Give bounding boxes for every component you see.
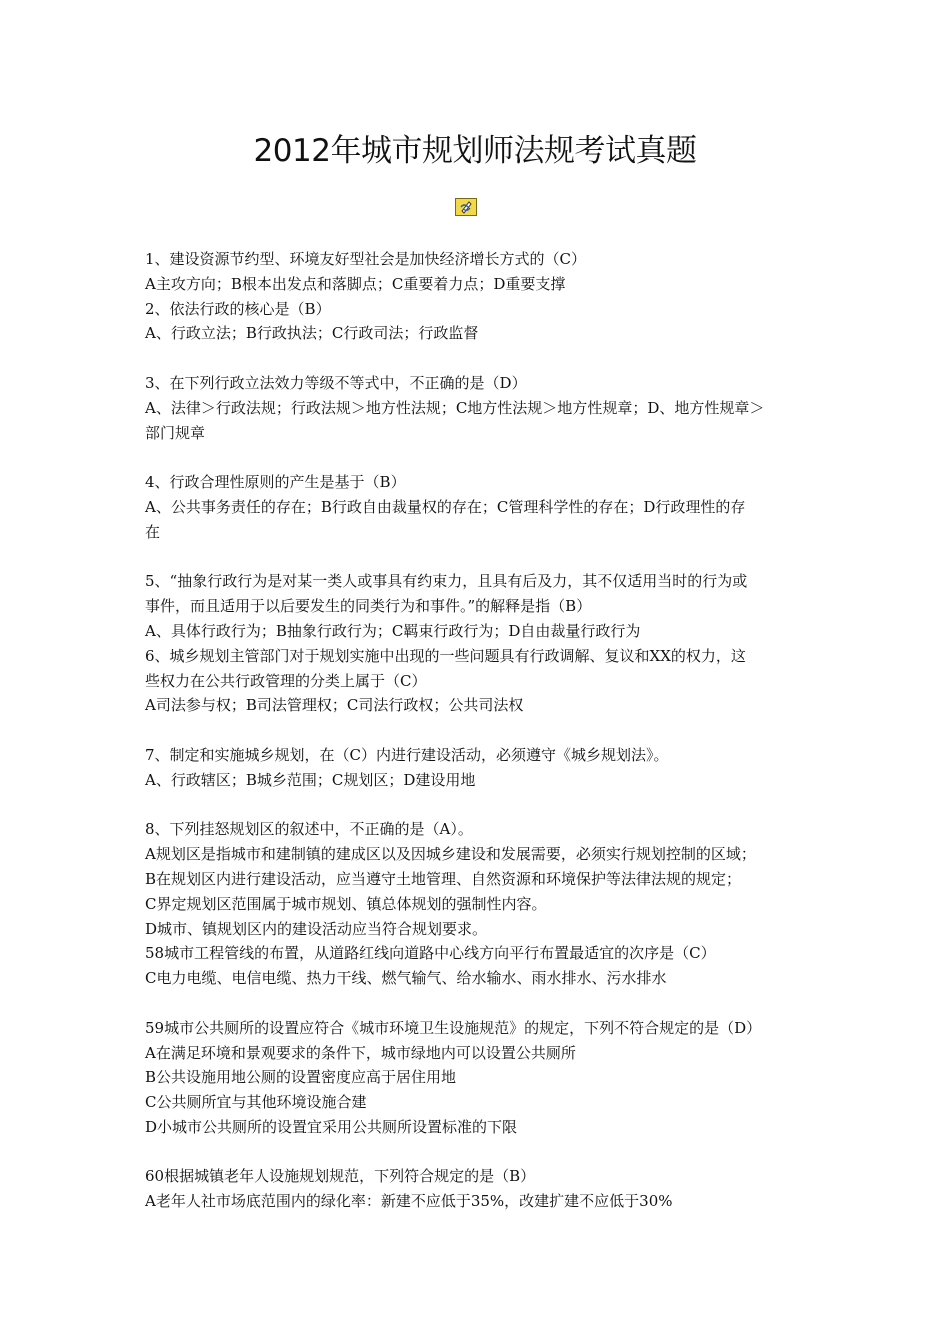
text-line: A规划区是指城市和建制镇的建成区以及因城乡建设和发展需要，必须实行规划控制的区域； — [145, 845, 756, 864]
text-line: C公共厕所宜与其他环境设施合建 — [145, 1093, 367, 1112]
text-line: D小城市公共厕所的设置宜采用公共厕所设置标准的下限 — [145, 1117, 518, 1136]
text-line: D城市、镇规划区内的建设活动应当符合规划要求。 — [145, 919, 488, 938]
text-line: A、公共事务责任的存在；B行政自由裁量权的存在；C管理科学性的存在；D行政理性的存 — [145, 497, 746, 516]
text-line: 1、建设资源节约型、环境友好型社会是加快经济增长方式的（C） — [145, 250, 587, 268]
text-line: 4、行政合理性原则的产生是基于（B） — [145, 473, 406, 492]
embedded-object-icon[interactable] — [455, 198, 477, 216]
text-line: A主攻方向；B根本出发点和落脚点；C重要着力点；D重要支撑 — [145, 274, 566, 293]
text-line: A司法参与权；B司法管理权；C司法行政权；公共司法权 — [145, 696, 524, 715]
text-line: 60根据城镇老年人设施规划规范，下列符合规定的是（B） — [145, 1167, 536, 1186]
text-line: C电力电缆、电信电缆、热力干线、燃气输气、给水输水、雨水排水、污水排水 — [145, 969, 667, 988]
text-line: 7、制定和实施城乡规划，在（C）内进行建设活动，必须遵守《城乡规划法》。 — [145, 745, 669, 764]
blank-line — [145, 1140, 817, 1165]
text-line: A在满足环境和景观要求的条件下，城市绿地内可以设置公共厕所 — [145, 1043, 576, 1062]
text-line: 2、依法行政的核心是（B） — [145, 299, 331, 318]
text-line: 5、“抽象行政行为是对某一类人或事具有约束力，且具有后及力，其不仅适用当时的行为或 — [145, 572, 748, 591]
blank-line — [145, 346, 817, 371]
blank-line — [145, 718, 817, 743]
text-line: 6、城乡规划主管部门对于规划实施中出现的一些问题具有行政调解、复议和XX的权力，这 — [145, 646, 746, 665]
text-line: 59城市公共厕所的设置应符合《城市环境卫生设施规范》的规定，下列不符合规定的是（D） — [145, 1018, 762, 1037]
text-line: A、法律＞行政法规；行政法规＞地方性法规；C地方性法规＞地方性规章；D、地方性规章＞ — [145, 398, 765, 417]
text-line: 3、在下列行政立法效力等级不等式中，不正确的是（D） — [145, 373, 527, 392]
text-line: 事件，而且适用于以后要发生的同类行为和事件。”的解释是指（B） — [145, 597, 592, 616]
text-line: A、行政辖区；B城乡范围；C规划区；D建设用地 — [145, 770, 476, 789]
page-title: 2012年城市规划师法规考试真题 — [253, 133, 697, 169]
text-line: A、具体行政行为；B抽象行政行为；C羁束行政行为；D自由裁量行政行为 — [145, 621, 641, 640]
text-line: B公共设施用地公厕的设置密度应高于居住用地 — [145, 1068, 457, 1087]
text-line: A、行政立法；B行政执法；C行政司法；行政监督 — [145, 324, 479, 343]
blank-line — [145, 545, 817, 570]
blank-line — [145, 793, 817, 818]
text-line: 部门规章 — [145, 423, 206, 442]
text-line: 些权力在公共行政管理的分类上属于（C） — [145, 671, 427, 690]
blank-line — [145, 445, 817, 470]
text-line: 58城市工程管线的布置，从道路红线向道路中心线方向平行布置最适宜的次序是（C） — [145, 944, 716, 963]
question-list — [145, 247, 817, 1214]
text-line: C界定规划区范围属于城市规划、镇总体规划的强制性内容。 — [145, 894, 547, 913]
blank-line — [145, 991, 817, 1016]
text-line: 8、下列挂怒规划区的叙述中，不正确的是（A）。 — [145, 820, 473, 839]
text-line: A老年人社市场底范围内的绿化率：新建不应低于35%，改建扩建不应低于30% — [145, 1192, 673, 1211]
text-line: B在规划区内进行建设活动，应当遵守土地管理、自然资源和环境保护等法律法规的规定； — [145, 869, 742, 888]
text-line: 在 — [145, 522, 161, 541]
